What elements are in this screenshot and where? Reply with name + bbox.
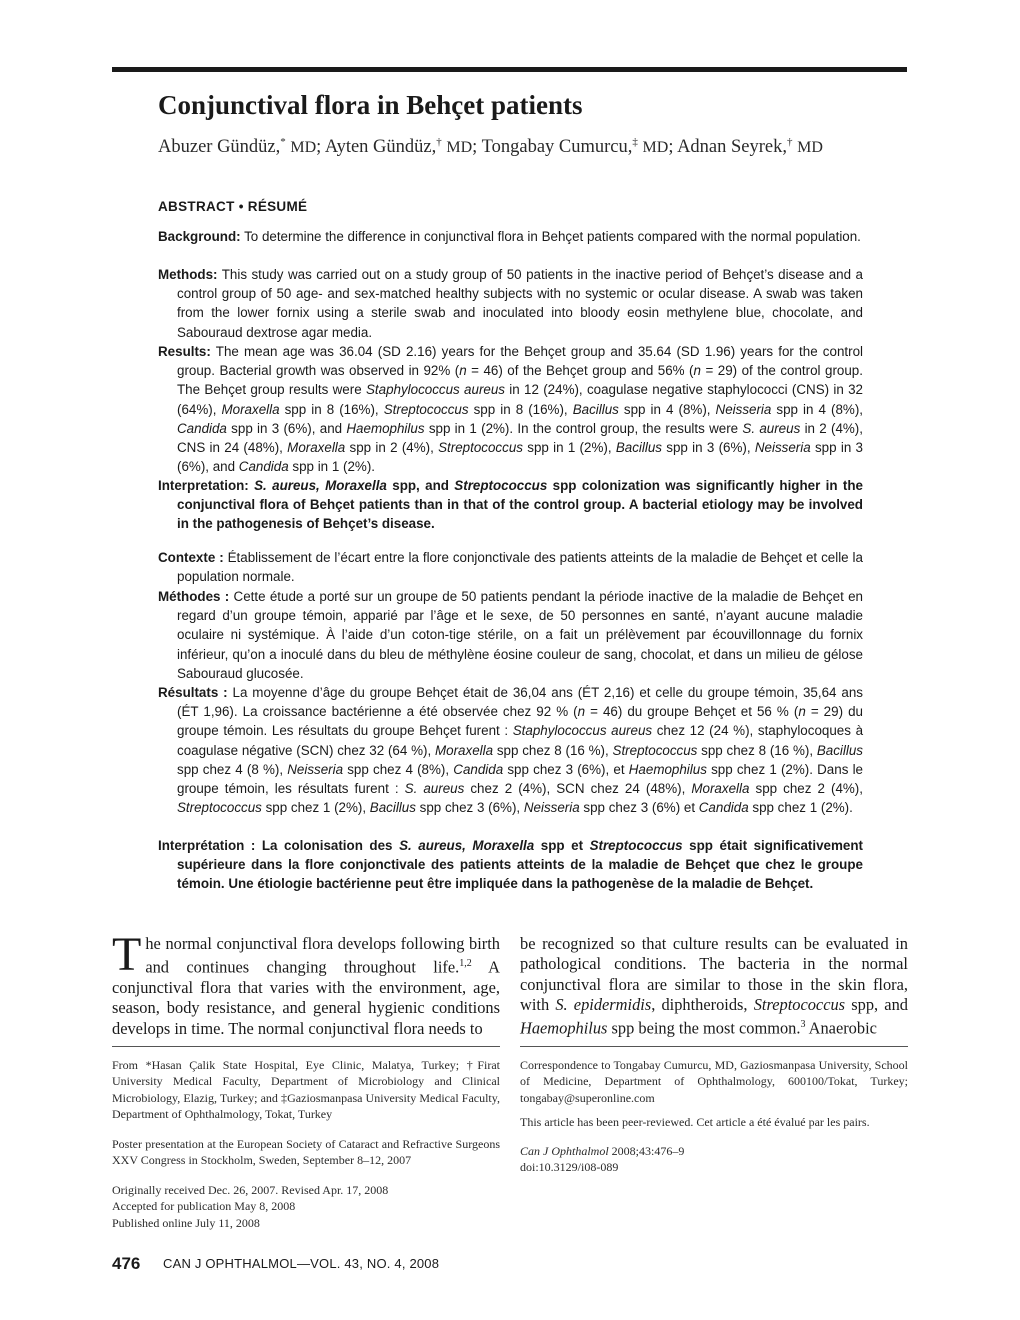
resume-resultats: Résultats : La moyenne d’âge du groupe Behçet était de 36,04 ans (ÉT 2,16) et celle du groupe témoin, 35,64 ans (ÉT 1,96). La croissance bactérienne a été observée chez 92 % (n = 46) du groupe Behçet et 56 % (n = 29) du groupe témoin. Les résultats du groupe Behçet furent : Staphylococcus aureus chez 12 (24 %), staphylocoques à coagulase négative (SCN) chez 32 (64 %), Moraxella spp chez 8 (16 %), Streptococcus spp chez 8 (16 %), Bacillus spp chez 4 (8 %), Neisseria spp chez 4 (8%), Candida spp chez 3 (6%), et Haemophilus spp chez 1 (2%). Dans le groupe témoin, les résultats furent : S. aureus chez 2 (4%), SCN chez 24 (48%), Moraxella spp chez 2 (4%), Streptococcus spp chez 1 (2%), Bacillus spp chez 3 (6%), Neisseria spp chez 3 (6%) et Candida spp chez 1 (2%). (158, 685, 864, 816)
article-title: Conjunctival flora in Behçet patients (158, 90, 583, 120)
footnote-rule-right (520, 1046, 908, 1047)
dates-note: Originally received Dec. 26, 2007. Revised Apr. 17, 2008 Accepted for publication May 8, 2008 Published online July 11, 2008 (112, 1183, 389, 1230)
top-rule (112, 67, 907, 72)
page-number: 476 (112, 1254, 141, 1273)
running-footer: CAN J OPHTHALMOL—VOL. 43, NO. 4, 2008 (163, 1256, 440, 1271)
citation-note: Can J Ophthalmol 2008;43:476–9 doi:10.3129/i08-089 (520, 1144, 685, 1175)
body-column-right: be recognized so that culture results can be evaluated in pathological conditions. The bacteria in the normal conjunctival flora are similar to those in the skin flora, with S. epidermidis, diphtheroids, Streptococcus spp, and Haemophilus spp being the most common.$^3$ Anaerobic (520, 934, 908, 1038)
abstract-interpretation: Interpretation: S. aureus, Moraxella spp, and Streptococcus spp colonization was significantly higher in the conjunctival flora of Behçet patients than in that of the control group. A bacterial etiology may be involved in the pathogenesis of Behçet’s disease. (158, 478, 864, 532)
resume-interpretation: Interprétation : La colonisation des S. aureus, Moraxella spp et Streptococcus spp était significativement supérieure dans la flore conjonctivale des patients atteints de la maladie de Behçet que chez le groupe témoin. Une étiologie bactérienne peut être impliquée dans la pathogenèse de la maladie de Behçet. (158, 838, 863, 892)
resume-methodes: Méthodes : Cette étude a porté sur un groupe de 50 patients pendant la période inactive de la maladie de Behçet en regard d’un groupe témoin, apparié par l’âge et le sexe, de 50 personnes en santé, n’ayant aucune maladie oculaire ni systémique. À l’aide d’un coton-tige stérile, on a fait un prélèvement par écouvillonnage du fornix inférieur, qu’on a inoculé dans du bleu de méthylène éosine couleur de sang, chocolat, et dans un milieu de gélose Sabouraud glucosée. (158, 589, 863, 681)
abstract-methods: Methods: This study was carried out on a study group of 50 patients in the inactive period of Behçet’s disease and a control group of 50 age- and sex-matched healthy subjects with no systemic or ocular disease. A swab was taken from the lower fornix using a sterile swab and inoculated into bloody eosin methylene blue, chocolate, and Sabouraud dextrose agar media. (158, 267, 863, 340)
resume-contexte: Contexte : Établissement de l’écart entre la flore conjonctivale des patients atteints de la maladie de Behçet et celle la population normale. (158, 550, 863, 585)
author-name: Tongabay Cumurcu, (481, 137, 633, 158)
footnote-rule-left (112, 1046, 500, 1047)
author-name: Ayten Gündüz, (324, 137, 437, 158)
drop-cap: T (112, 928, 142, 981)
abstract-background: Background: To determine the difference in conjunctival flora in Behçet patients compared with the normal population. (158, 229, 861, 244)
peer-review-note: This article has been peer-reviewed. Cet article a été évalué par les pairs. (520, 1115, 870, 1129)
affiliations-note: From *Hasan Çalik State Hospital, Eye Clinic, Malatya, Turkey; †Firat University Medical Faculty, Department of Microbiology and Clinical Microbiology, Elazig, Turkey; and ‡Gaziosmanpasa University Medical Faculty, Department of Ophthalmology, Tokat, Turkey (112, 1058, 500, 1121)
abstract-heading: ABSTRACT • RÉSUMÉ (158, 199, 308, 214)
correspondence-note: Correspondence to Tongabay Cumurcu, MD, Gaziosmanpasa University, School of Medicine, Department of Ophthalmology, 600100/Tokat, Turkey; tongabay@superonline.com (520, 1058, 908, 1105)
poster-note: Poster presentation at the European Society of Cataract and Refractive Surgeons XXV Congress in Stockholm, Sweden, September 8–12, 2007 (112, 1137, 500, 1168)
author-name: Adnan Seyrek, (677, 137, 788, 158)
body-column-left: The normal conjunctival flora develops following birth and continues changing throughout life.$^{1,2}$ A conjunctival flora that varies with the environment, age, season, body resistance, and general hygienic conditions develops in time. The normal conjunctival flora needs to (112, 928, 501, 1038)
abstract-results: Results: The mean age was 36.04 (SD 2.16) years for the Behçet group and 35.64 (SD 1.96) years for the control group. Bacterial growth was observed in 92% (n = 46) of the Behçet group and 56% (n = 29) of the control group. The Behçet group results were Staphylococcus aureus in 12 (24%), coagulase negative staphylococci (CNS) in 32 (64%), Moraxella spp in 8 (16%), Streptococcus spp in 8 (16%), Bacillus spp in 4 (8%), Neisseria spp in 4 (8%), Candida spp in 3 (6%), and Haemophilus spp in 1 (2%). In the control group, the results were S. aureus in 2 (4%), CNS in 24 (48%), Moraxella spp in 2 (4%), Streptococcus spp in 1 (2%), Bacillus spp in 3 (6%), Neisseria spp in 3 (6%), and Candida spp in 1 (2%). (158, 344, 863, 475)
author-name: Abuzer Gündüz, (158, 137, 281, 158)
author-list: Abuzer Gündüz,* MD; Ayten Gündüz,† MD; Tongabay Cumurcu,‡ MD; Adnan Seyrek,† MD (158, 136, 823, 158)
